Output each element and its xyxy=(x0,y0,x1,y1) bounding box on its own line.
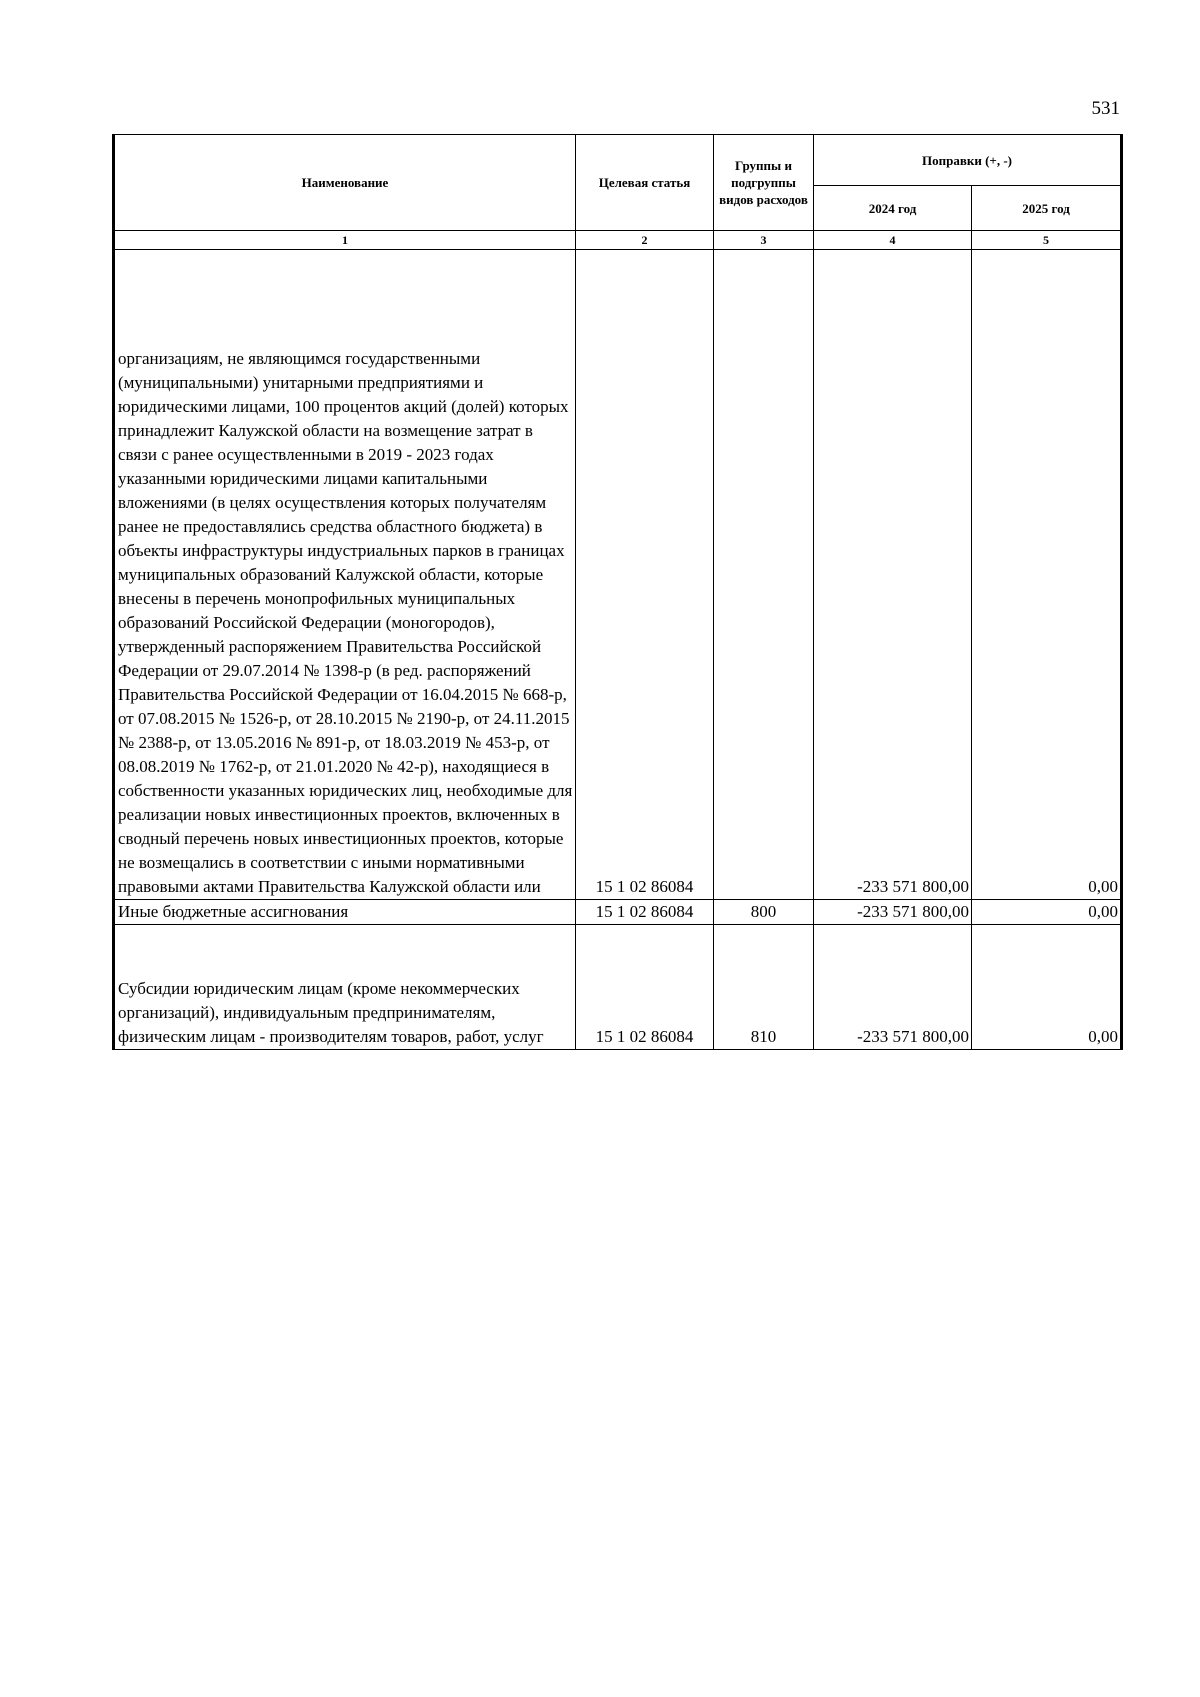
row-expense-group: 810 xyxy=(714,925,814,1050)
header-name: Наименование xyxy=(114,135,576,231)
header-expense-groups: Группы и подгруппы видов расходов xyxy=(714,135,814,231)
row-name: Субсидии юридическим лицам (кроме некоммерческих организаций), индивидуальным предпринимателям, физическим лицам - производителям товаров, работ, услуг xyxy=(114,925,576,1050)
row-amount-2025: 0,00 xyxy=(972,250,1122,900)
row-expense-group: 800 xyxy=(714,900,814,925)
row-target-article: 15 1 02 86084 xyxy=(576,900,714,925)
column-number-3: 3 xyxy=(714,231,814,250)
header-target-article: Целевая статья xyxy=(576,135,714,231)
column-number-1: 1 xyxy=(114,231,576,250)
row-target-article: 15 1 02 86084 xyxy=(576,925,714,1050)
table-row xyxy=(114,250,1122,900)
row-amount-2024: -233 571 800,00 xyxy=(814,250,972,900)
header-year-2024: 2024 год xyxy=(814,186,972,231)
row-expense-group xyxy=(714,250,814,900)
table-row xyxy=(114,925,1122,1050)
row-target-article: 15 1 02 86084 xyxy=(576,250,714,900)
row-amount-2024: -233 571 800,00 xyxy=(814,925,972,1050)
row-amount-2025: 0,00 xyxy=(972,925,1122,1050)
row-name: организациям, не являющимся государственными (муниципальными) унитарными предприятиями и юридическими лицами, 100 процентов акций (долей) которых принадлежит Калужской области на возмещение затрат в связи с ранее осуществленными в 2019 - 2023 годах указанными юридическими лицами капитальными вложениями (в целях осуществления которых получателям ранее не предоставлялись средства областного бюджета) в объекты инфраструктуры индустриальных парков в границах муниципальных образований Калужской области, которые внесены в перечень монопрофильных муниципальных образований Российской Федерации (моногородов), утвержденный распоряжением Правительства Российской Федерации от 29.07.2014 № 1398-р (в ред. распоряжений Правительства Российской Федерации от 16.04.2015 № 668-р, от 07.08.2015 № 1526-р, от 28.10.2015 № 2190-р, от 24.11.2015 № 2388-р, от 13.05.2016 № 891-р, от 18.03.2019 № 453-р, от 08.08.2019 № 1762-р, от 21.01.2020 № 42-р), находящиеся в собственности указанных юридических лиц, необходимые для реализации новых инвестиционных проектов, включенных в сводный перечень новых инвестиционных проектов, которые не возмещались в соответствии с иными нормативными правовыми актами Правительства Калужской области или xyxy=(114,250,576,900)
row-amount-2025: 0,00 xyxy=(972,900,1122,925)
column-number-5: 5 xyxy=(972,231,1122,250)
page-number: 531 xyxy=(1091,98,1120,119)
header-amendments: Поправки (+, -) xyxy=(814,135,1122,186)
budget-amendments-table xyxy=(112,134,1123,1050)
column-number-4: 4 xyxy=(814,231,972,250)
table-row xyxy=(114,900,1122,925)
column-number-2: 2 xyxy=(576,231,714,250)
row-amount-2024: -233 571 800,00 xyxy=(814,900,972,925)
header-year-2025: 2025 год xyxy=(972,186,1122,231)
row-name: Иные бюджетные ассигнования xyxy=(114,900,576,925)
